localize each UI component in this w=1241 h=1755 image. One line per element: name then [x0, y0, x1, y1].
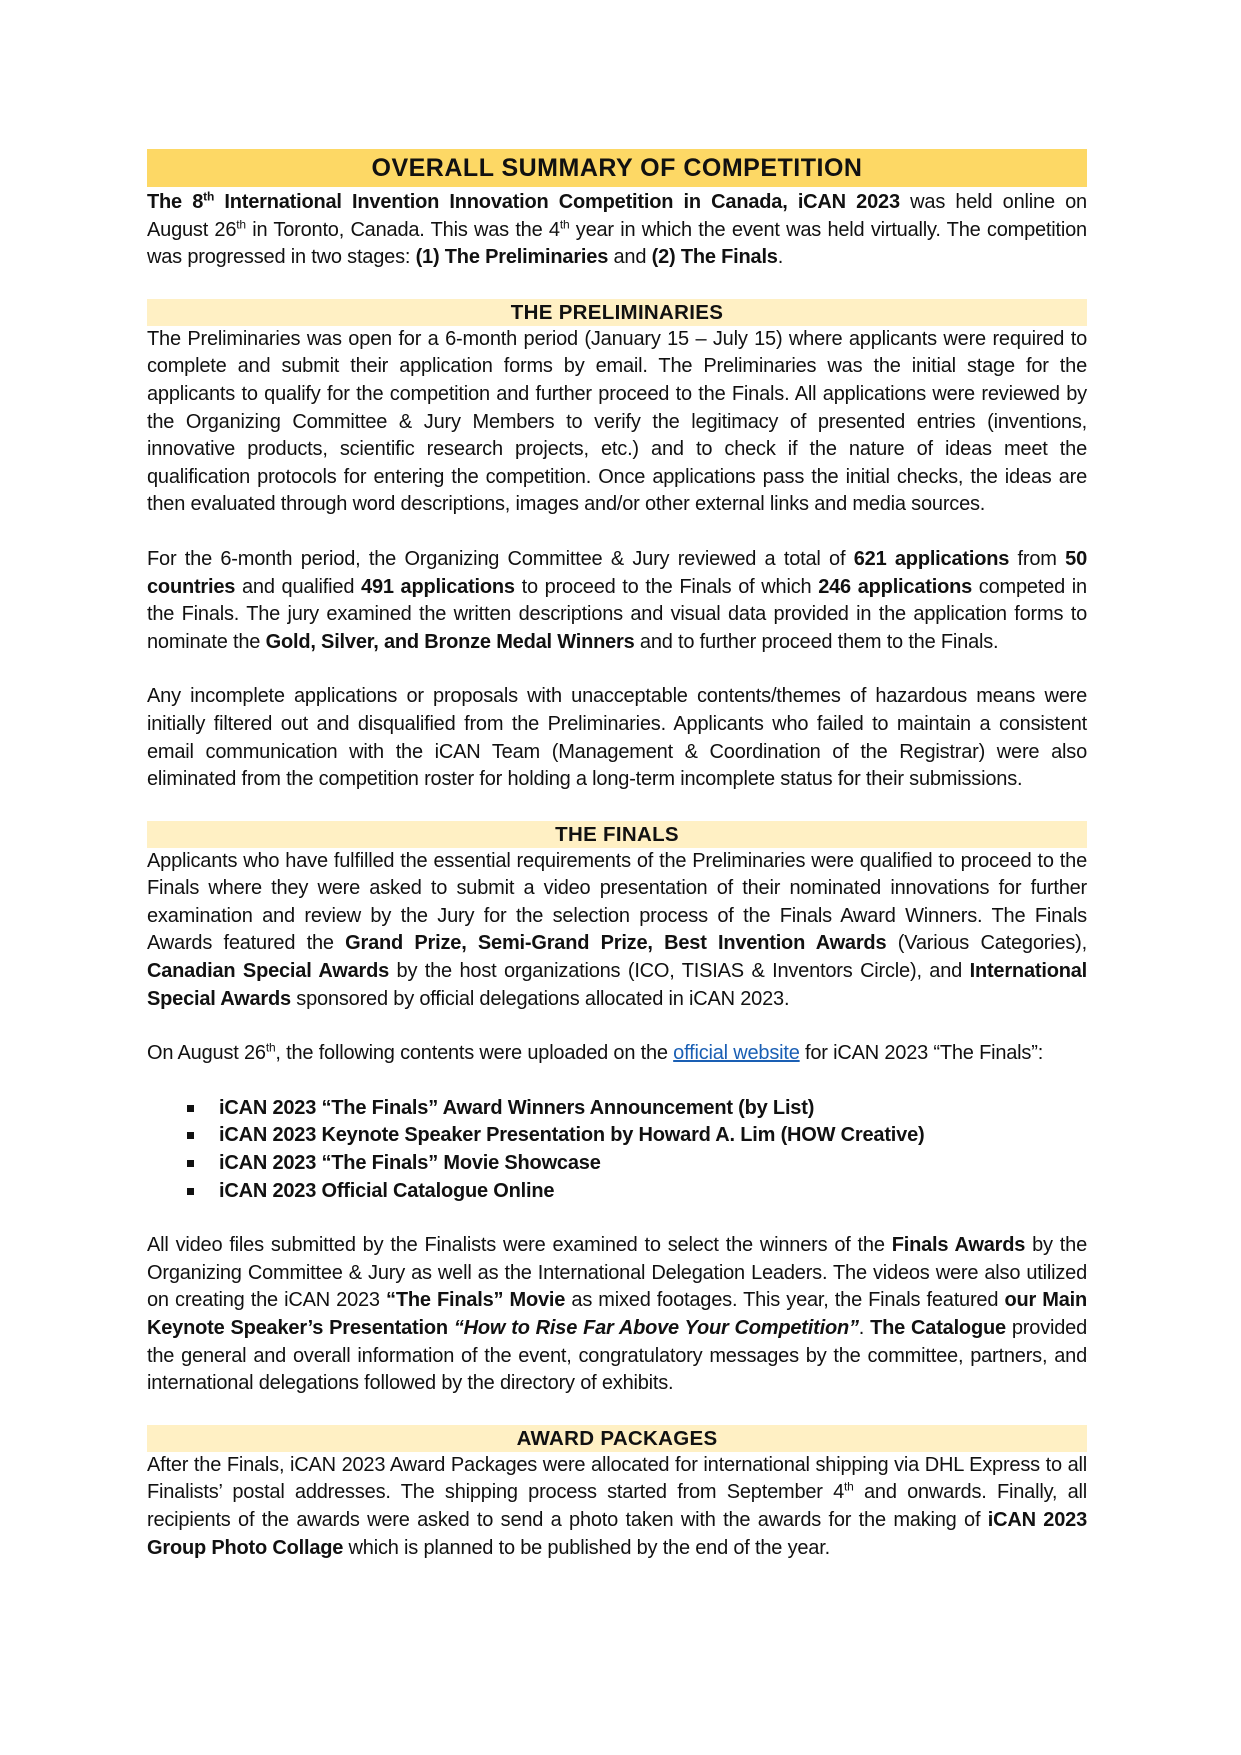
finals-p3-bold-3: our Main Keynote Speaker’s Presentation: [147, 1289, 1088, 1339]
list-item-label: iCAN 2023 Official Catalogue Online: [219, 1179, 555, 1202]
preliminaries-paragraph-2: [147, 546, 1087, 656]
prelim-text-6: and to further proceed them to the Finals.: [634, 630, 999, 653]
document-content: [147, 149, 1087, 1562]
finals-text-2: (Various Categories),: [886, 932, 1087, 955]
finals-p2-sup: th: [265, 1040, 276, 1055]
finals-text-4: sponsored by official delegations allocated in iCAN 2023.: [290, 987, 790, 1010]
keynote-title: “How to Rise Far Above Your Competition”: [453, 1317, 859, 1339]
prelim-bold-3: 491 applications: [361, 575, 515, 598]
intro-text-5: .: [777, 246, 784, 269]
prelim-text-2: from: [1009, 547, 1066, 570]
prelim-bold-5: Gold, Silver, and Bronze Medal Winners: [265, 630, 635, 653]
official-website-link[interactable]: official website: [673, 1042, 800, 1065]
intro-text-1: was held online on August 26: [147, 191, 1087, 241]
section-heading-award-packages: AWARD PACKAGES: [147, 1425, 1087, 1452]
finals-p2-text-1: On August 26: [147, 1042, 266, 1065]
finals-p2-text-3: for iCAN 2023 “The Finals”:: [799, 1042, 1044, 1065]
prelim-bold-4: 246 applications: [818, 575, 973, 598]
finals-p3-text-4: .: [858, 1317, 871, 1339]
list-item-label: iCAN 2023 “The Finals” Award Winners Announcement (by List): [219, 1096, 815, 1119]
preliminaries-paragraph-3: Any incomplete applications or proposals with unacceptable contents/themes of hazardous means were initially filtered out and disqualified from the Preliminaries. Applicants who failed to maintain a consistent email communication with the iCAN Team (Management & Coordination of the Registrar) were also eliminated from the competition roster for holding a long-term incomplete status for their submissions.: [147, 685, 1087, 791]
intro-sup-1: th: [203, 189, 215, 204]
intro-paragraph: [147, 189, 1087, 272]
finals-bold-2: Canadian Special Awards: [147, 960, 390, 983]
finals-text-1: Applicants who have fulfilled the essential requirements of the Preliminaries were qualified to proceed to the Finals where they were asked to submit a video presentation of their nominated innovations for further examination and review by the Jury for the selection process of the Finals Award Winners. The Finals Awards featured the: [147, 849, 1087, 955]
spacer: [147, 794, 1087, 821]
finals-contents-list: [147, 1095, 1087, 1205]
finals-p3-bold-1: Finals Awards: [891, 1234, 1026, 1257]
award-text-1: After the Finals, iCAN 2023 Award Packages were allocated for international shipping via DHL Express to all Finalists’ postal addresses. The shipping process started from September 4: [147, 1453, 1087, 1504]
intro-text-2: in Toronto, Canada. This was the 4: [245, 218, 560, 241]
finals-bold-3: International Special Awards: [147, 960, 1088, 1010]
finals-paragraph-3: [147, 1232, 1087, 1398]
square-bullet-icon: [187, 1132, 194, 1139]
intro-bold-3: (1) The Preliminaries: [415, 246, 609, 269]
section-heading-preliminaries: THE PRELIMINARIES: [147, 299, 1087, 326]
finals-p3-text-1: All video files submitted by the Finalists were examined to select the winners of the: [147, 1234, 892, 1257]
intro-bold-1: The 8: [147, 191, 204, 213]
award-text-2: and onwards. Finally, all recipients of the awards were asked to send a photo taken with the awards for the making of: [147, 1481, 1087, 1531]
intro-text-4: and: [608, 246, 652, 269]
prelim-bold-2: 50 countries: [147, 547, 1088, 598]
finals-p3-text-2: by the Organizing Committee & Jury as well as the International Delegation Leaders. The videos were also utilized on creating the iCAN 2023: [147, 1234, 1087, 1312]
finals-p3-bold-4: The Catalogue: [870, 1317, 1006, 1339]
spacer: [147, 1068, 1087, 1095]
list-item-label: iCAN 2023 Keynote Speaker Presentation by Howard A. Lim (HOW Creative): [219, 1124, 925, 1147]
square-bullet-icon: [187, 1188, 194, 1195]
award-bold-1: iCAN 2023 Group Photo Collage: [147, 1508, 1087, 1559]
document-title: OVERALL SUMMARY OF COMPETITION: [147, 149, 1087, 187]
section-heading-finals: THE FINALS: [147, 821, 1087, 848]
finals-p3-bold-2: “The Finals” Movie: [386, 1289, 566, 1312]
finals-p2-text-2: , the following contents were uploaded on the: [275, 1042, 674, 1065]
spacer: [147, 272, 1087, 299]
intro-sup-3: th: [559, 216, 570, 231]
square-bullet-icon: [187, 1160, 194, 1167]
preliminaries-paragraph-1: The Preliminaries was open for a 6-month period (January 15 – July 15) where applicants were required to complete and submit their application forms by email. The Preliminaries was the initial stage for the applicants to qualify for the competition and further proceed to the Finals. All applications were reviewed by the Organizing Committee & Jury Members to verify the legitimacy of presented entries (inventions, innovative products, scientific research projects, etc.) and to check if the nature of ideas meet the qualification protocols for entering the competition. Once applications pass the initial checks, the ideas are then evaluated through word descriptions, images and/or other external links and media sources.: [147, 327, 1087, 516]
prelim-bold-1: 621 applications: [853, 547, 1010, 570]
prelim-text-1: For the 6-month period, the Organizing Committee & Jury reviewed a total of: [147, 547, 854, 570]
list-item: [187, 1122, 1087, 1150]
intro-bold-2: International Invention Innovation Competition in Canada, iCAN 2023: [214, 191, 900, 213]
intro-sup-2: th: [236, 216, 246, 231]
spacer: [147, 519, 1087, 546]
finals-text-3: by the host organizations (ICO, TISIAS & Inventors Circle), and: [389, 960, 970, 983]
prelim-text-3: and qualified: [235, 575, 362, 598]
finals-paragraph-2: [147, 1040, 1087, 1068]
spacer: [147, 656, 1087, 683]
list-item: [187, 1150, 1087, 1178]
spacer: [147, 1398, 1087, 1425]
intro-text-3: year in which the event was held virtually. The competition was progressed in two stages:: [147, 218, 1087, 269]
square-bullet-icon: [187, 1105, 194, 1112]
list-item: [187, 1178, 1087, 1206]
spacer: [147, 1013, 1087, 1040]
finals-bold-1: Grand Prize, Semi-Grand Prize, Best Invention Awards: [345, 932, 887, 955]
prelim-text-5: competed in the Finals. The jury examined the written descriptions and visual data provided in the application forms to nominate the: [147, 575, 1087, 653]
prelim-text-4: to proceed to the Finals of which: [514, 575, 819, 598]
finals-paragraph-1: [147, 848, 1087, 1014]
spacer: [147, 1205, 1087, 1232]
finals-p3-text-3: as mixed footages. This year, the Finals featured: [565, 1289, 1005, 1312]
award-packages-paragraph: [147, 1452, 1087, 1562]
award-sup: th: [844, 1479, 854, 1494]
intro-bold-4: (2) The Finals: [651, 246, 778, 269]
list-item-label: iCAN 2023 “The Finals” Movie Showcase: [219, 1152, 601, 1175]
list-item: [187, 1095, 1087, 1123]
finals-p3-text-5: provided the general and overall information of the event, congratulatory messages by the committee, partners, and international delegations followed by the directory of exhibits.: [147, 1317, 1088, 1395]
award-text-3: which is planned to be published by the end of the year.: [343, 1536, 830, 1559]
